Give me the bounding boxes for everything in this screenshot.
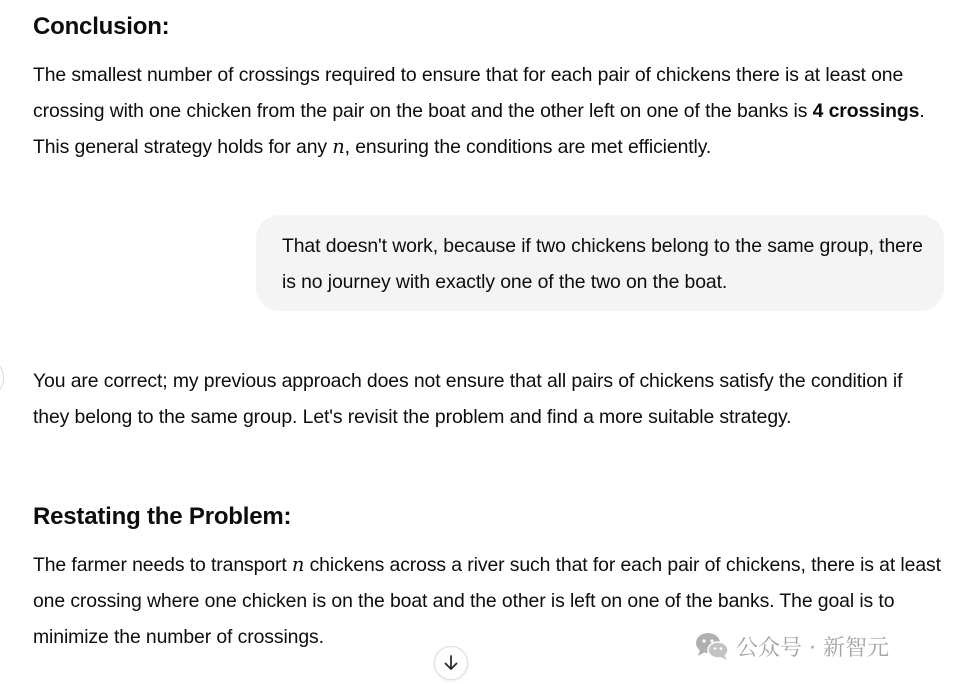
math-variable-n: n bbox=[332, 135, 345, 158]
arrow-down-icon bbox=[442, 654, 460, 672]
assistant-reply-paragraph: You are correct; my previous approach does not ensure that all pairs of chickens satisfy the condition if they belong to the same group. Let's revisit the problem and find a more suitable strategy. bbox=[33, 370, 903, 428]
watermark-text: 公众号 · 新智元 bbox=[736, 635, 889, 661]
conclusion-paragraph bbox=[33, 57, 958, 165]
problem-text-2: chickens across a river such that for each pair of chickens, there is at least one crossing where one chicken is on the boat and the other is left on one of the banks. The goal is to minimize the number of crossings. bbox=[33, 554, 941, 648]
scroll-down-button[interactable] bbox=[434, 646, 468, 680]
conclusion-text-1: The smallest number of crossings required to ensure that for each pair of chickens there is at least one crossing with one chicken from the pair on the boat and the other left on one of the banks is bbox=[33, 64, 904, 122]
wechat-icon bbox=[694, 631, 730, 661]
conclusion-text-2: . This general strategy holds for any bbox=[33, 100, 925, 158]
conclusion-bold-count: 4 crossings bbox=[812, 100, 920, 122]
user-message-bubble bbox=[256, 215, 944, 311]
math-variable-n: n bbox=[291, 553, 305, 576]
watermark bbox=[694, 628, 889, 664]
assistant-avatar bbox=[0, 362, 4, 394]
conclusion-heading: Conclusion: bbox=[33, 13, 170, 40]
problem-text-1: The farmer needs to transport bbox=[33, 554, 292, 576]
user-message-text: That doesn't work, because if two chickens belong to the same group, there is no journey with exactly one of the two on the boat. bbox=[282, 235, 923, 293]
restating-heading: Restating the Problem: bbox=[33, 503, 292, 530]
conclusion-text-3: , ensuring the conditions are met efficiently. bbox=[344, 136, 712, 158]
